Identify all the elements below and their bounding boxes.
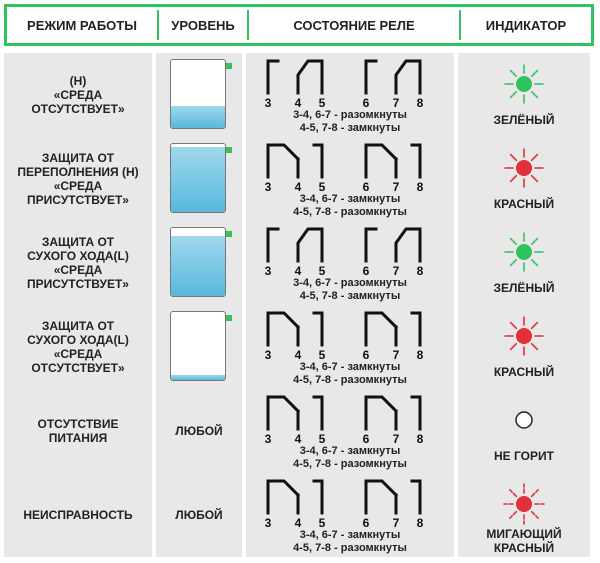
relay-contact-left [366, 229, 376, 261]
mode-cell [4, 221, 152, 305]
contact-number: 7 [392, 180, 400, 194]
contact-number: 8 [416, 180, 424, 194]
relay-diagram [260, 223, 440, 279]
table-row [4, 305, 594, 389]
contact-number: 6 [362, 348, 370, 362]
relay-contact-right [412, 313, 420, 345]
relay-cell [246, 137, 454, 221]
table-header [4, 4, 594, 46]
relay-state-line: 3-4, 6-7 - разомкнуты [293, 277, 407, 289]
contact-number: 7 [392, 96, 400, 110]
relay-state-line: 4-5, 7-8 - разомкнуты [293, 542, 407, 554]
contact-number: 3 [264, 180, 272, 194]
sensor-icon [226, 63, 232, 69]
tank-icon [170, 59, 226, 129]
led-bulb [516, 496, 532, 512]
contact-number: 6 [362, 180, 370, 194]
contact-number: 5 [318, 516, 326, 530]
relay-contact-left [268, 313, 298, 345]
relay-diagram [260, 139, 440, 195]
relay-cell [246, 305, 454, 389]
off-led-icon [491, 395, 557, 445]
relay-contact-center [396, 61, 420, 93]
contact-number: 3 [264, 516, 272, 530]
indicator-cell [458, 389, 590, 473]
contact-number: 7 [392, 348, 400, 362]
contact-number: 6 [362, 96, 370, 110]
relay-contact-right [314, 145, 322, 177]
relay-cell [246, 53, 454, 137]
mode-label: (Н) «СРЕДА ОТСУТСТВУЕТ» [31, 74, 125, 116]
mode-label: ЗАЩИТА ОТ СУХОГО ХОДА(L) «СРЕДА ПРИСУТСТВУЕТ» [27, 235, 129, 291]
relay-state-line: 3-4, 6-7 - замкнуты [299, 445, 401, 457]
relay-contacts [268, 397, 420, 429]
indicator-label: КРАСНЫЙ [493, 365, 555, 379]
level-cell [156, 221, 242, 305]
led-bulb [516, 328, 532, 344]
header-indicator: ИНДИКАТОР [485, 17, 567, 33]
relay-contacts [268, 145, 420, 177]
relay-diagram [260, 55, 440, 111]
mode-cell [4, 389, 152, 473]
indicator-cell [458, 53, 590, 137]
relay-state-line: 3-4, 6-7 - замкнуты [299, 193, 401, 205]
sensor-icon [226, 147, 232, 153]
sensor-icon [226, 315, 232, 321]
contact-number: 3 [264, 264, 272, 278]
contact-number: 4 [294, 96, 302, 110]
relay-contact-left [366, 481, 396, 513]
relay-cell [246, 389, 454, 473]
contact-number: 8 [416, 348, 424, 362]
relay-contacts [268, 229, 420, 261]
contact-number: 7 [392, 264, 400, 278]
indicator-label: ЗЕЛЁНЫЙ [493, 113, 555, 127]
relay-contact-left [268, 61, 278, 93]
contact-number: 7 [392, 516, 400, 530]
relay-contact-right [314, 397, 322, 429]
relay-cell [246, 473, 454, 557]
relay-state-line: 4-5, 7-8 - замкнуты [299, 290, 401, 302]
water-level [171, 236, 225, 296]
relay-state-line: 4-5, 7-8 - разомкнуты [293, 206, 407, 218]
relay-cell [246, 221, 454, 305]
relay-state-line: 4-5, 7-8 - замкнуты [299, 122, 401, 134]
sensor-icon [226, 231, 232, 237]
relay-state-line: 3-4, 6-7 - разомкнуты [293, 109, 407, 121]
mode-label: НЕИСПРАВНОСТЬ [23, 508, 133, 522]
contact-number: 4 [294, 264, 302, 278]
table-row [4, 53, 594, 137]
indicator-cell [458, 137, 590, 221]
contact-number: 5 [318, 432, 326, 446]
relay-contact-right [314, 481, 322, 513]
tank-icon [170, 143, 226, 213]
contact-number: 4 [294, 516, 302, 530]
contact-number: 3 [264, 348, 272, 362]
contact-number: 5 [318, 96, 326, 110]
tank-icon [170, 311, 226, 381]
contact-number: 7 [392, 432, 400, 446]
contact-number: 4 [294, 348, 302, 362]
relay-contacts [268, 481, 420, 513]
contact-number: 5 [318, 180, 326, 194]
mode-cell [4, 137, 152, 221]
contact-number: 5 [318, 264, 326, 278]
contact-number: 8 [416, 264, 424, 278]
indicator-label: НЕ ГОРИТ [494, 449, 554, 463]
table-row [4, 221, 594, 305]
table-row [4, 473, 594, 557]
relay-contact-center [396, 229, 420, 261]
relay-state-line: 4-5, 7-8 - разомкнуты [293, 458, 407, 470]
mode-label: ЗАЩИТА ОТ ПЕРЕПОЛНЕНИЯ (Н) «СРЕДА ПРИСУТСТВУЕТ» [17, 151, 139, 207]
indicator-cell [458, 473, 590, 557]
relay-contact-right [412, 145, 420, 177]
indicator-label: МИГАЮЩИЙ КРАСНЫЙ [486, 527, 562, 555]
relay-contact-center [298, 61, 322, 93]
relay-contact-left [268, 481, 298, 513]
mode-cell [4, 305, 152, 389]
contact-number: 4 [294, 432, 302, 446]
contact-number: 5 [318, 348, 326, 362]
blinking-red-led-icon [491, 479, 557, 529]
mode-cell [4, 53, 152, 137]
mode-label: ЗАЩИТА ОТ СУХОГО ХОДА(L) «СРЕДА ОТСУТСТВУЕТ» [27, 319, 129, 375]
contact-number: 8 [416, 516, 424, 530]
relay-diagram [260, 307, 440, 363]
contact-number: 4 [294, 180, 302, 194]
relay-contact-left [268, 229, 278, 261]
relay-state-line: 4-5, 7-8 - разомкнуты [293, 374, 407, 386]
green-led-icon [491, 227, 557, 277]
relay-contact-left [268, 397, 298, 429]
mode-label: ОТСУТСТВИЕ ПИТАНИЯ [37, 417, 119, 445]
relay-contact-left [366, 397, 396, 429]
relay-state-line: 3-4, 6-7 - замкнуты [299, 361, 401, 373]
relay-contacts [268, 61, 420, 93]
level-cell [156, 389, 242, 473]
tank-icon [170, 227, 226, 297]
contact-number: 3 [264, 96, 272, 110]
indicator-label: ЗЕЛЁНЫЙ [493, 281, 555, 295]
level-cell [156, 305, 242, 389]
relay-state-line: 3-4, 6-7 - замкнуты [299, 529, 401, 541]
red-led-icon [491, 143, 557, 193]
indicator-cell [458, 305, 590, 389]
table-row [4, 137, 594, 221]
level-cell [156, 473, 242, 557]
relay-contact-right [412, 397, 420, 429]
relay-contact-right [412, 481, 420, 513]
relay-contacts [268, 313, 420, 345]
mode-cell [4, 473, 152, 557]
level-cell [156, 53, 242, 137]
relay-contact-right [314, 313, 322, 345]
level-label: ЛЮБОЙ [175, 508, 223, 522]
indicator-label: КРАСНЫЙ [493, 197, 555, 211]
relay-contact-left [366, 145, 396, 177]
led-bulb [516, 244, 532, 260]
relay-contact-left [366, 61, 376, 93]
contact-number: 3 [264, 432, 272, 446]
led-bulb [516, 160, 532, 176]
relay-contact-left [366, 313, 396, 345]
header-mode: РЕЖИМ РАБОТЫ [27, 17, 137, 33]
water-level [171, 375, 225, 380]
indicator-cell [458, 221, 590, 305]
level-label: ЛЮБОЙ [175, 424, 223, 438]
led-bulb [516, 412, 532, 428]
red-led-icon [491, 311, 557, 361]
led-bulb [516, 76, 532, 92]
contact-number: 6 [362, 516, 370, 530]
water-level [171, 147, 225, 212]
contact-number: 8 [416, 96, 424, 110]
relay-contact-center [298, 229, 322, 261]
contact-number: 6 [362, 264, 370, 278]
header-relay: СОСТОЯНИЕ РЕЛЕ [293, 17, 415, 33]
table-row [4, 389, 594, 473]
contact-number: 8 [416, 432, 424, 446]
header-level: УРОВЕНЬ [171, 17, 235, 33]
contact-number: 6 [362, 432, 370, 446]
relay-diagram [260, 475, 440, 531]
water-level [171, 106, 225, 128]
green-led-icon [491, 59, 557, 109]
level-cell [156, 137, 242, 221]
relay-diagram [260, 391, 440, 447]
relay-contact-left [268, 145, 298, 177]
